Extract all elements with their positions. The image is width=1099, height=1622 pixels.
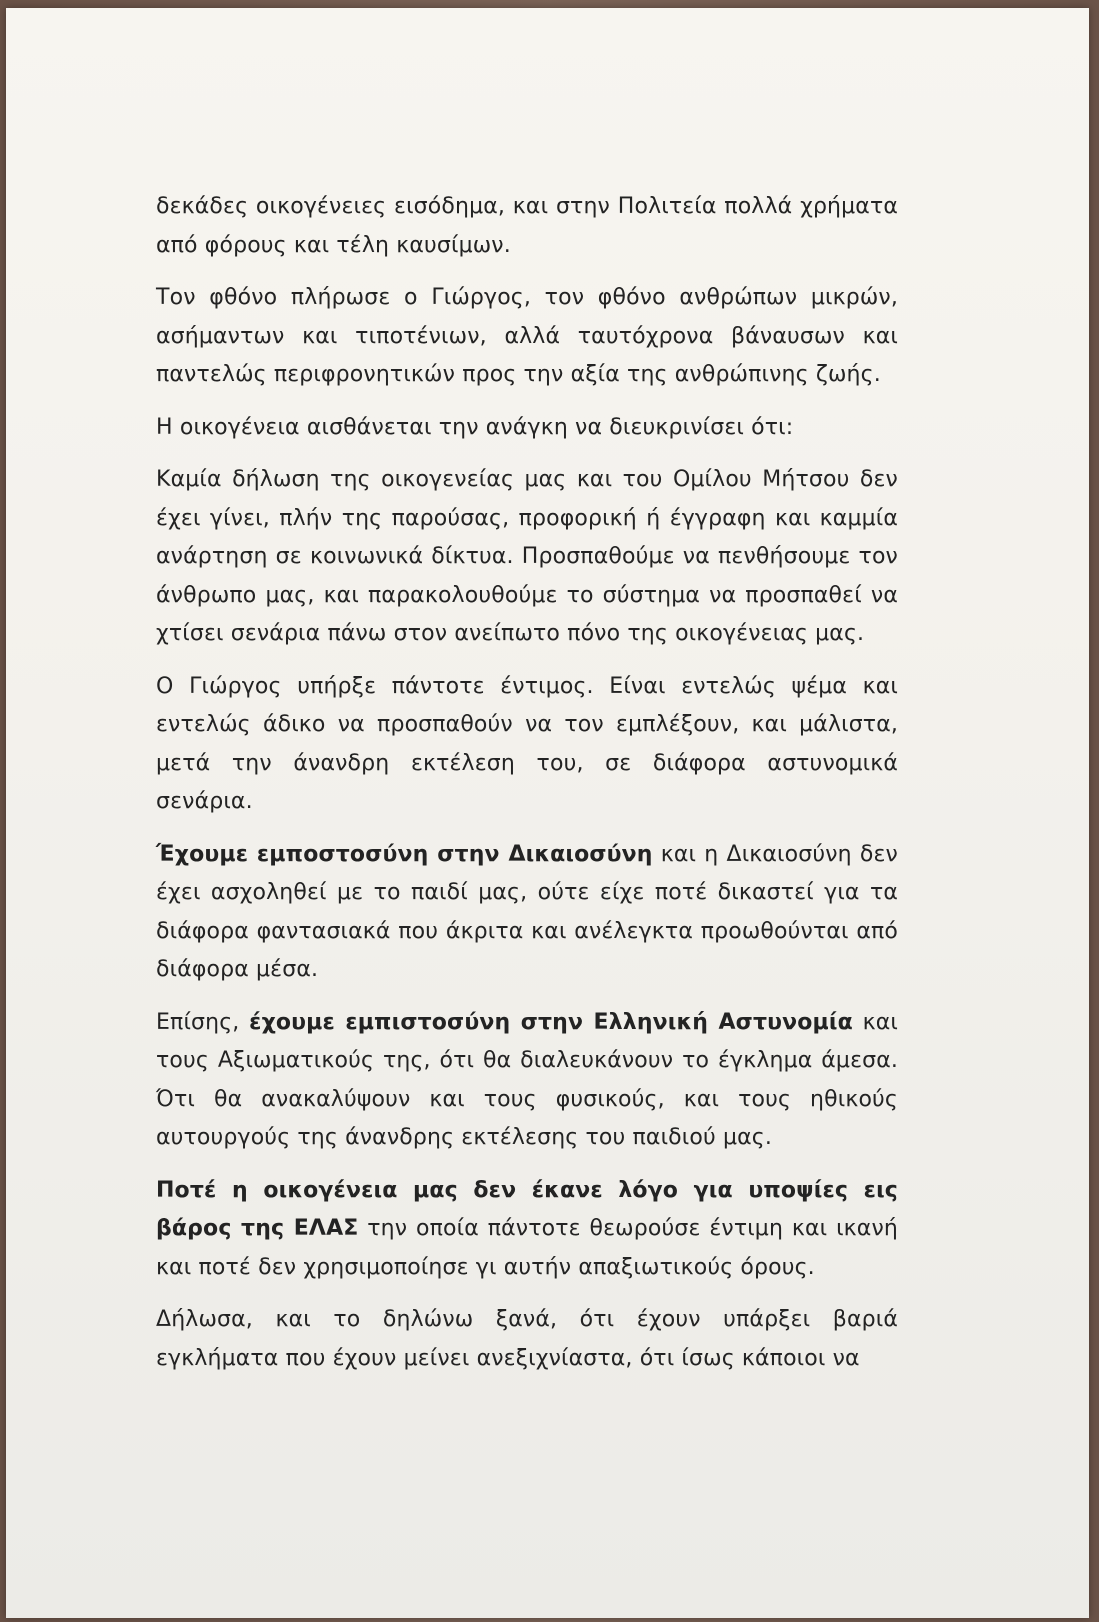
paragraph-text: την οποία πάντοτε θεωρούσε έντιμη και ικανή και ποτέ δεν χρησιμοποίησε γι αυτήν απαξιωτικούς όρους.: [156, 1216, 898, 1280]
paragraph-5: [156, 668, 898, 822]
paragraph-text: και τους Αξιωματικούς της, ότι θα διαλευκάνουν το έγκλημα άμεσα. Ότι θα ανακαλύψουν και τους φυσικούς, και τους ηθικούς αυτουργούς της άνανδρης εκτέλεσης του παιδιού μας.: [156, 1009, 898, 1150]
paragraph-8: [156, 1172, 898, 1288]
bold-statement: έχουμε εμπιστοσύνη στην Ελληνική Αστυνομία: [249, 1009, 853, 1035]
paragraph-text: και η Δικαιοσύνη δεν έχει ασχοληθεί με το παιδί μας, ούτε είχε ποτέ δικαστεί για τα διάφορα φαντασιακά που άκριτα και ανέλεγκτα προωθούνται από διάφορα μέσα.: [156, 841, 898, 982]
paragraph-text: Η οικογένεια αισθάνεται την ανάγκη να διευκρινίσει ότι:: [156, 414, 794, 440]
paragraph-text: Ο Γιώργος υπήρξε πάντοτε έντιμος. Είναι εντελώς ψέμα και εντελώς άδικο να προσπαθούν να τον εμπλέξουν, και μάλιστα, μετά την άνανδρη εκτέλεση του, σε διάφορα αστυνομικά σενάρια.: [156, 673, 898, 814]
bold-statement: Έχουμε εμποστοσύνη στην Δικαιοσύνη: [156, 841, 653, 867]
paragraph-3: [156, 409, 898, 448]
bold-statement: Ποτέ η οικογένεια μας δεν έκανε λόγο για υποψίες εις βάρος της ΕΛΑΣ: [156, 1177, 898, 1241]
paragraph-2: [156, 279, 898, 395]
paragraph-7: [156, 1004, 898, 1158]
paper-sheet: [6, 8, 1089, 1618]
paragraph-text: Δήλωσα, και το δηλώνω ξανά, ότι έχουν υπάρξει βαριά εγκλήματα που έχουν μείνει ανεξιχνίαστα, ότι ίσως κάποιοι να: [156, 1307, 898, 1371]
paragraph-9: [156, 1301, 898, 1378]
paragraph-text: Καμία δήλωση της οικογενείας μας και του Ομίλου Μήτσου δεν έχει γίνει, πλήν της παρούσας, προφορική ή έγγραφη και καμμία ανάρτηση σε κοινωνικά δίκτυα. Προσπαθούμε να πενθήσουμε τον άνθρωπο μας, και παρακολουθούμε το σύστημα να προσπαθεί να χτίσει σενάρια πάνω στον ανείπωτο πόνο της οικογένειας μας.: [156, 467, 898, 646]
paragraph-6: [156, 836, 898, 990]
paragraph-1: [156, 188, 898, 265]
paragraph-text: Τον φθόνο πλήρωσε ο Γιώργος, τον φθόνο ανθρώπων μικρών, ασήμαντων και τιποτένιων, αλλά ταυτόχρονα βάναυσων και παντελώς περιφρονητικών προς την αξία της ανθρώπινης ζωής.: [156, 285, 898, 387]
paragraph-4: [156, 461, 898, 654]
paragraph-text: δεκάδες οικογένειες εισόδημα, και στην Πολιτεία πολλά χρήματα από φόρους και τέλη καυσίμων.: [156, 194, 898, 258]
paragraph-text: Επίσης,: [156, 1009, 250, 1035]
document-text: [156, 188, 898, 1392]
